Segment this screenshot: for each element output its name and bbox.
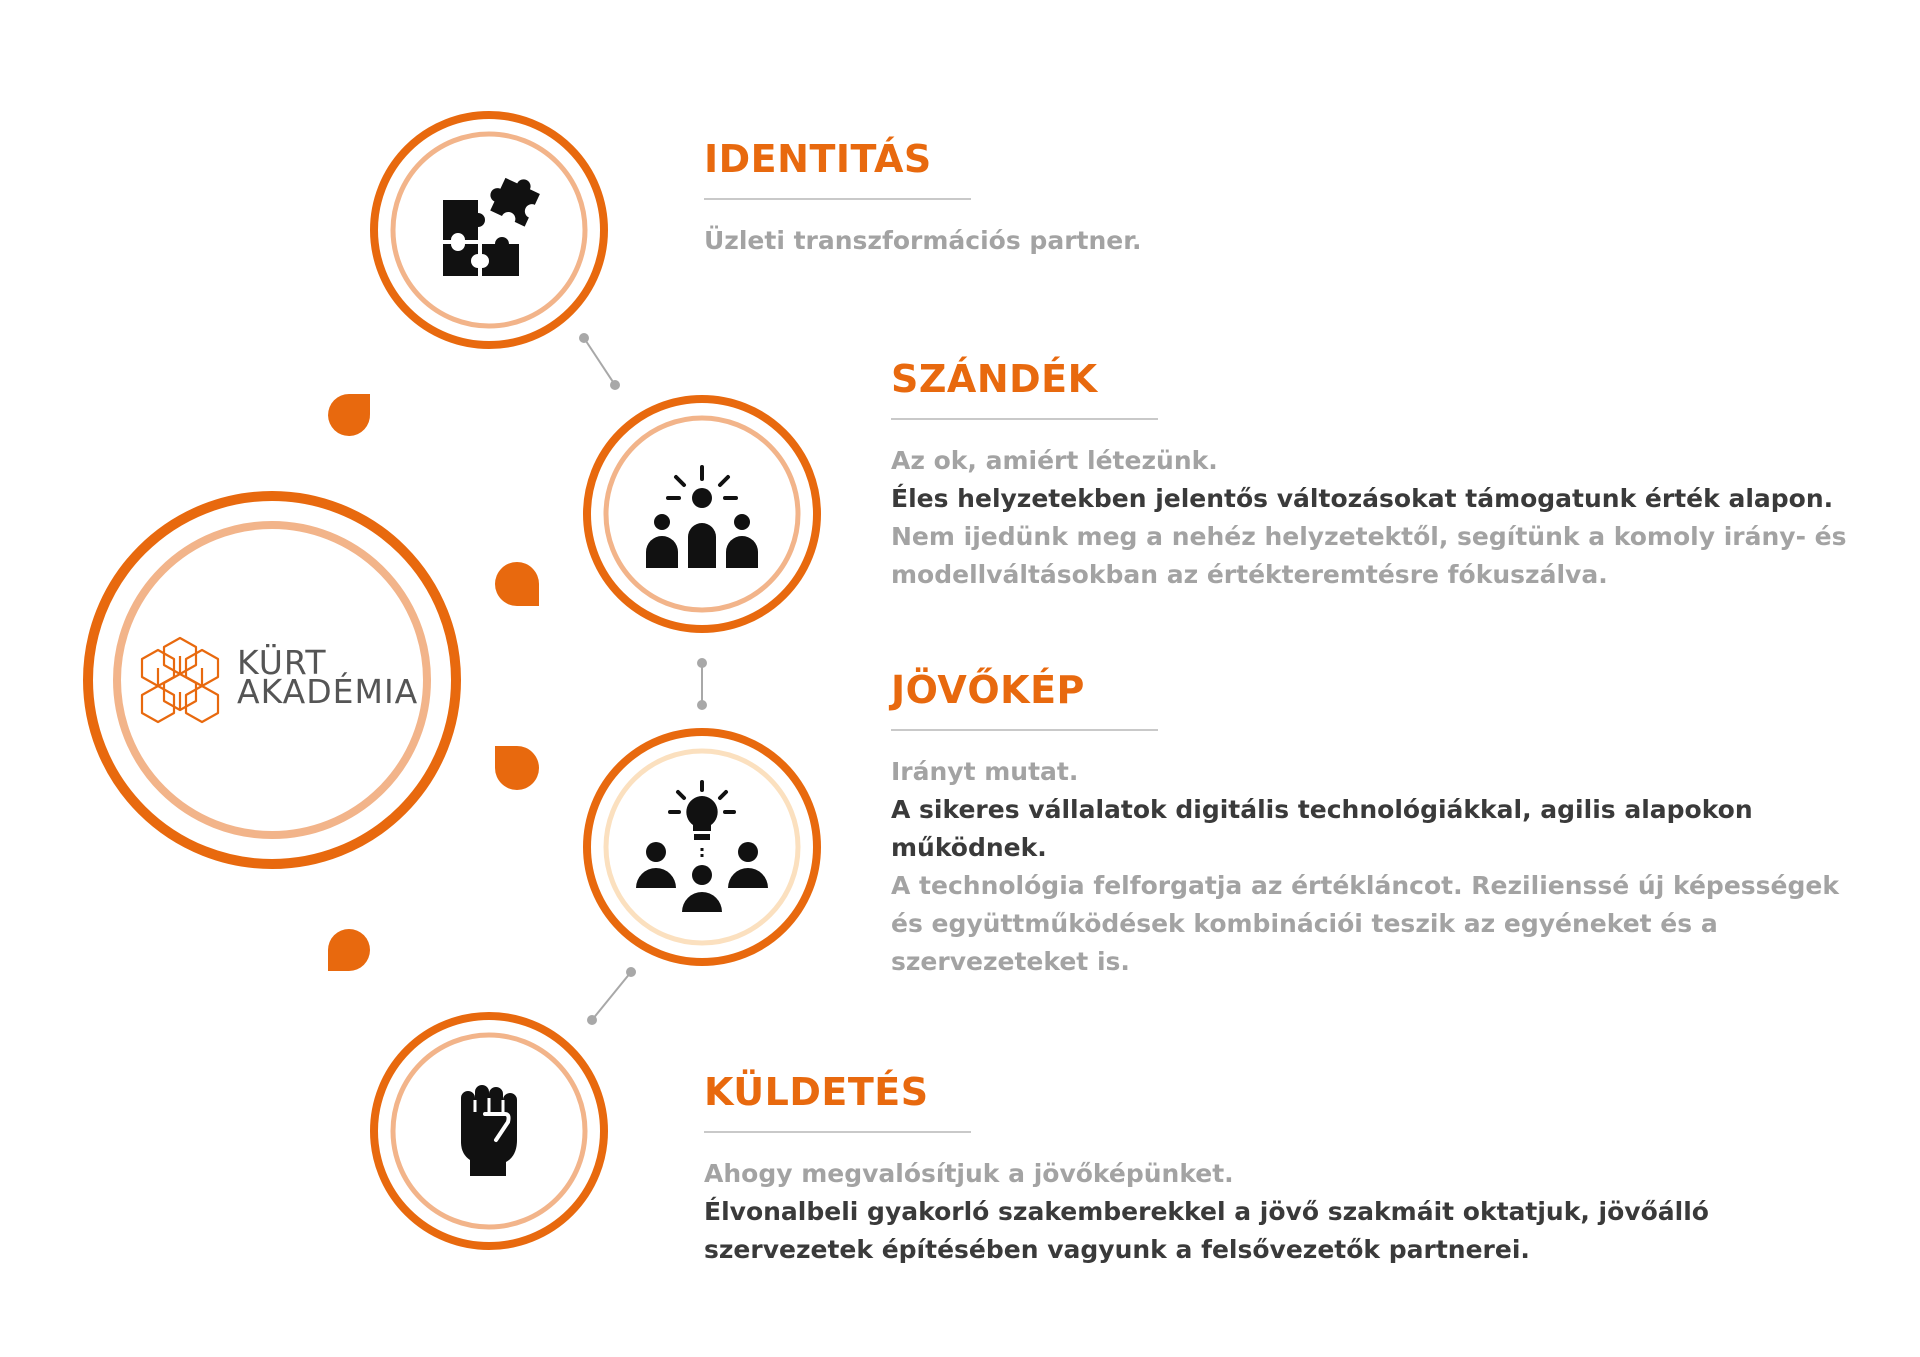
droplet-3	[495, 746, 539, 790]
droplet-2	[495, 562, 539, 606]
section-text-line: működnek.	[891, 833, 1047, 862]
section-text	[891, 753, 1891, 981]
section-text	[704, 222, 1384, 260]
section-divider	[891, 418, 1158, 420]
brand-circle	[88, 496, 456, 864]
section-text-line: szervezeteket is.	[891, 947, 1130, 976]
section-text-line: szervezetek építésében vagyunk a felsővezetők partnerei.	[704, 1235, 1530, 1264]
section-text-line: A technológia felforgatja az értékláncot. Rezilienssé új képességek	[891, 871, 1839, 900]
section-title: JÖVŐKÉP	[891, 668, 1085, 712]
section-text-line: Éles helyzetekben jelentős változásokat támogatunk érték alapon.	[891, 484, 1834, 513]
circle-szandek	[587, 399, 817, 629]
section-title: IDENTITÁS	[704, 137, 932, 181]
section-text	[891, 442, 1891, 594]
section-divider	[704, 198, 971, 200]
section-jovokep	[891, 667, 1891, 981]
section-title: KÜLDETÉS	[704, 1070, 929, 1114]
section-divider	[891, 729, 1158, 731]
brand-name-line2: AKADÉMIA	[237, 672, 419, 711]
section-title: SZÁNDÉK	[891, 357, 1098, 401]
circle-identitas	[374, 115, 604, 345]
connector-1	[580, 334, 619, 389]
section-text-line: Az ok, amiért létezünk.	[891, 446, 1218, 475]
brand-name-line1: KÜRT	[237, 643, 327, 682]
section-kuldetes	[704, 1069, 1804, 1269]
section-text-line: A sikeres vállalatok digitális technológiákkal, agilis alapokon	[891, 795, 1753, 824]
section-szandek	[891, 356, 1891, 594]
section-divider	[704, 1131, 971, 1133]
section-text-line: modellváltásokban az értékteremtésre fókuszálva.	[891, 560, 1608, 589]
droplet-1	[328, 394, 370, 436]
section-text-line: Élvonalbeli gyakorló szakemberekkel a jövő szakmáit oktatjuk, jövőálló	[704, 1197, 1709, 1226]
section-text-line: és együttműködések kombinációi teszik az egyéneket és a	[891, 909, 1718, 938]
section-text	[704, 1155, 1804, 1269]
section-text-line: Nem ijedünk meg a nehéz helyzetektől, segítünk a komoly irány- és	[891, 522, 1847, 551]
connector-3	[588, 968, 635, 1024]
section-text-line: Üzleti transzformációs partner.	[704, 226, 1142, 255]
section-text-line: Ahogy megvalósítjuk a jövőképünket.	[704, 1159, 1234, 1188]
section-text-line: Irányt mutat.	[891, 757, 1079, 786]
circle-jovokep	[587, 732, 817, 962]
connector-2	[698, 659, 706, 709]
droplet-4	[328, 929, 370, 971]
section-identitas	[704, 136, 1384, 260]
